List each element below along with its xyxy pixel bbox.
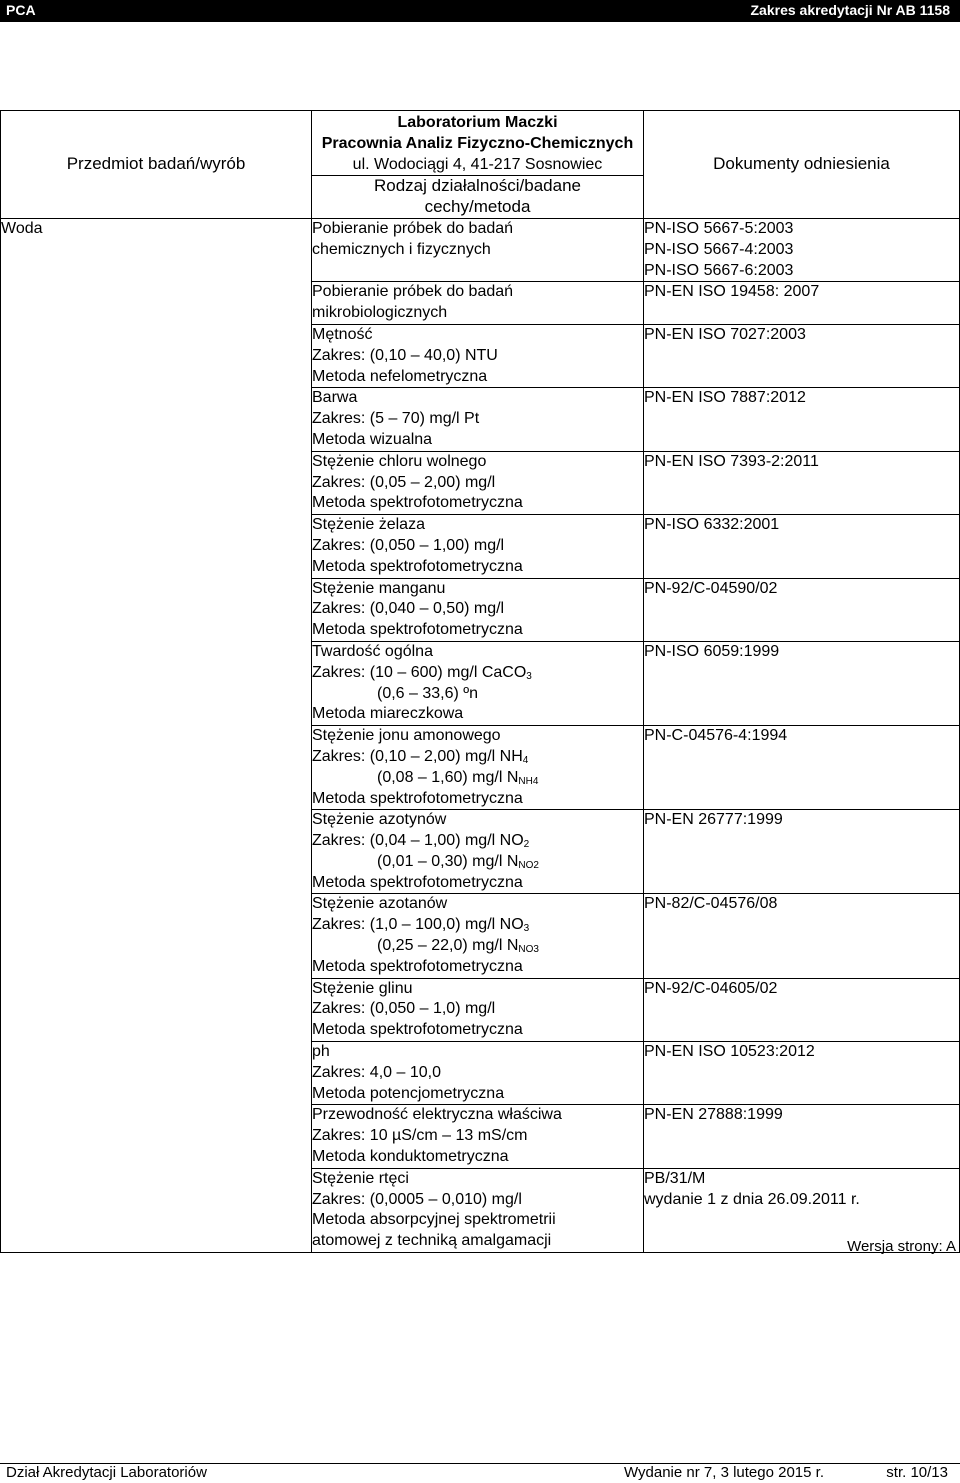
activity-cell [312, 726, 644, 810]
activity-line-text: Zakres: (0,040 – 0,50) mg/l [312, 600, 505, 618]
activity-line-text: Twardość ogólna [312, 642, 433, 660]
activity-line-text: Zakres: (1,0 – 100,0) mg/l NO [312, 916, 524, 934]
standards-cell [644, 388, 960, 451]
activity-cell [312, 578, 644, 641]
activity-line-text: chemicznych i fizycznych [312, 240, 491, 258]
activity-line [312, 979, 643, 1000]
activity-cell [312, 218, 644, 281]
activity-line-text: Przewodność elektryczna właściwa [312, 1106, 562, 1124]
activity-line [312, 957, 643, 978]
activity-line [312, 579, 643, 600]
activity-line-text: Zakres: (0,10 – 2,00) mg/l NH [312, 747, 523, 765]
activity-line [312, 789, 643, 810]
subject-column-header: Przedmiot badań/wyrób [1, 111, 312, 219]
activity-line-text: Zakres: (5 – 70) mg/l Pt [312, 410, 480, 428]
activity-line [312, 367, 643, 388]
activity-line-text: Metoda konduktometryczna [312, 1148, 509, 1166]
activity-line-text: Mętność [312, 325, 373, 343]
standards-cell [644, 894, 960, 978]
lab-name: Laboratorium Maczki [397, 114, 558, 131]
activity-line [312, 726, 643, 747]
activity-line [312, 219, 643, 240]
activity-line-text: (0,25 – 22,0) mg/l N [377, 937, 519, 955]
activity-line [312, 1210, 643, 1231]
page-footer [0, 1463, 960, 1483]
activity-line-text: (0,01 – 0,30) mg/l N [377, 852, 519, 870]
activity-cell [312, 810, 644, 894]
activity-line [312, 1063, 643, 1084]
chemical-subscript: 3 [523, 923, 530, 935]
documents-column-header: Dokumenty odniesienia [644, 111, 960, 219]
activity-line-text: Metoda miareczkowa [312, 705, 464, 723]
standards-cell [644, 810, 960, 894]
footer-edition: Wydanie nr 7, 3 lutego 2015 r. [624, 1464, 824, 1481]
chemical-subscript: NO3 [518, 944, 539, 956]
activity-line [312, 852, 643, 873]
standard-reference: wydanie 1 z dnia 26.09.2011 r. [644, 1190, 860, 1208]
activity-line [312, 240, 643, 261]
activity-line-text: Stężenie chloru wolnego [312, 452, 487, 470]
activity-line [312, 515, 643, 536]
standards-cell [644, 324, 960, 387]
activity-line-text: Pobieranie próbek do badań [312, 219, 514, 237]
activity-line [312, 1020, 643, 1041]
page-version: Wersja strony: A [847, 1238, 956, 1255]
activity-line [312, 493, 643, 514]
activity-line-text: Zakres: (0,10 – 40,0) NTU [312, 346, 498, 364]
standard-reference: PN-EN ISO 10523:2012 [644, 1043, 815, 1061]
standards-cell [644, 1105, 960, 1168]
activity-line [312, 430, 643, 451]
activity-cell [312, 894, 644, 978]
activity-line [312, 1105, 643, 1126]
standards-cell [644, 641, 960, 725]
activity-line-text: Zakres: (0,05 – 2,00) mg/l [312, 473, 496, 491]
activity-line [312, 452, 643, 473]
standards-cell [644, 515, 960, 578]
activity-cell [312, 451, 644, 514]
activity-line-text: Metoda wizualna [312, 430, 433, 448]
activity-line [312, 325, 643, 346]
activity-cell [312, 1105, 644, 1168]
activity-line-text: Stężenie żelaza [312, 516, 425, 534]
chemical-subscript: NO2 [518, 859, 539, 871]
activity-line-text: Metoda spektrofotometryczna [312, 873, 523, 891]
activity-line-text: Zakres: 4,0 – 10,0 [312, 1063, 441, 1081]
activity-line [312, 704, 643, 725]
activity-line [312, 936, 643, 957]
activity-cell [312, 388, 644, 451]
activity-line [312, 663, 643, 684]
activity-line [312, 282, 643, 303]
activity-line-text: Zakres: 10 µS/cm – 13 mS/cm [312, 1127, 528, 1145]
activity-line-text: Stężenie azotanów [312, 895, 448, 913]
activity-line [312, 915, 643, 936]
activity-cell [312, 515, 644, 578]
standard-reference: PN-ISO 5667-6:2003 [644, 261, 794, 279]
standard-reference: PN-EN ISO 7393-2:2011 [644, 452, 819, 470]
footer-page-number: str. 10/13 [886, 1464, 948, 1481]
lab-info-cell [312, 111, 644, 176]
activity-line [312, 409, 643, 430]
standard-reference: PN-C-04576-4:1994 [644, 727, 788, 745]
standards-cell [644, 282, 960, 325]
standards-cell [644, 726, 960, 810]
activity-column-header [312, 176, 644, 219]
activity-line-text: Stężenie azotynów [312, 811, 447, 829]
standard-reference: PN-92/C-04590/02 [644, 579, 778, 597]
scope-table [0, 110, 960, 1253]
activity-cell [312, 641, 644, 725]
activity-line-text: Stężenie glinu [312, 979, 413, 997]
standard-reference: PN-92/C-04605/02 [644, 979, 778, 997]
activity-line [312, 557, 643, 578]
activity-line [312, 1042, 643, 1063]
activity-line-text: Zakres: (0,050 – 1,0) mg/l [312, 1000, 496, 1018]
activity-line-text: Metoda spektrofotometryczna [312, 957, 523, 975]
org-abbrev: PCA [6, 2, 36, 18]
activity-line-text: Pobieranie próbek do badań [312, 283, 514, 301]
activity-line-text: atomowej z techniką amalgamacji [312, 1232, 552, 1250]
activity-line [312, 999, 643, 1020]
activity-line-text: Stężenie manganu [312, 579, 446, 597]
activity-cell [312, 282, 644, 325]
standard-reference: PN-ISO 5667-5:2003 [644, 219, 794, 237]
activity-cell [312, 978, 644, 1041]
chemical-subscript: 3 [526, 670, 532, 682]
activity-line-text: Metoda spektrofotometryczna [312, 494, 523, 512]
accreditation-number: Zakres akredytacji Nr AB 1158 [750, 2, 950, 18]
activity-cell [312, 324, 644, 387]
activity-line [312, 1169, 643, 1190]
standard-reference: PN-82/C-04576/08 [644, 895, 778, 913]
standards-cell [644, 451, 960, 514]
standard-reference: PN-EN 27888:1999 [644, 1106, 783, 1124]
standards-cell [644, 578, 960, 641]
lab-address: ul. Wodociągi 4, 41-217 Sosnowiec [352, 155, 603, 173]
activity-line-text: Metoda spektrofotometryczna [312, 557, 523, 575]
activity-line [312, 1231, 643, 1252]
standards-cell [644, 218, 960, 281]
activity-line-text: Zakres: (0,050 – 1,00) mg/l [312, 536, 505, 554]
activity-cell [312, 1168, 644, 1252]
activity-line-text: Zakres: (0,04 – 1,00) mg/l NO [312, 832, 524, 850]
activity-line [312, 894, 643, 915]
activity-line [312, 873, 643, 894]
activity-line [312, 1147, 643, 1168]
activity-line-text: Stężenie rtęci [312, 1169, 409, 1187]
standard-reference: PN-EN ISO 7027:2003 [644, 325, 806, 343]
chemical-subscript: NH4 [518, 775, 539, 787]
activity-line-text: (0,08 – 1,60) mg/l N [377, 768, 519, 786]
activity-line [312, 831, 643, 852]
activity-line [312, 620, 643, 641]
footer-department: Dział Akredytacji Laboratoriów [6, 1464, 207, 1481]
activity-line-text: Metoda spektrofotometryczna [312, 789, 523, 807]
standard-reference: PN-EN ISO 7887:2012 [644, 389, 806, 407]
activity-line [312, 473, 643, 494]
standards-cell [644, 1042, 960, 1105]
activity-line-text: ph [312, 1043, 330, 1061]
scope-row [1, 218, 960, 281]
activity-line [312, 1084, 643, 1105]
activity-line-text: Metoda potencjometryczna [312, 1084, 505, 1102]
activity-line [312, 747, 643, 768]
activity-line [312, 303, 643, 324]
activity-line-text: Stężenie jonu amonowego [312, 727, 501, 745]
standard-reference: PN-ISO 5667-4:2003 [644, 240, 794, 258]
activity-line-text: Metoda nefelometryczna [312, 367, 488, 385]
subject-cell: Woda [1, 218, 312, 1252]
standards-cell [644, 978, 960, 1041]
activity-line-text: Barwa [312, 389, 358, 407]
standard-reference: PB/31/M [644, 1169, 706, 1187]
activity-cell [312, 1042, 644, 1105]
activity-line-text: Zakres: (10 – 600) mg/l CaCO [312, 663, 527, 681]
activity-line [312, 810, 643, 831]
activity-line [312, 346, 643, 367]
activity-line [312, 599, 643, 620]
lab-header-row [1, 111, 960, 176]
activity-header-line-1: Rodzaj działalności/badane [374, 176, 581, 196]
activity-line-text: mikrobiologicznych [312, 304, 448, 322]
activity-line-text: (0,6 – 33,6) ºn [377, 684, 479, 702]
standard-reference: PN-EN ISO 19458: 2007 [644, 283, 820, 301]
standard-reference: PN-ISO 6332:2001 [644, 516, 780, 534]
page-header [0, 0, 960, 22]
activity-line [312, 1190, 643, 1211]
activity-line-text: Metoda spektrofotometryczna [312, 621, 523, 639]
activity-line [312, 536, 643, 557]
standard-reference: PN-EN 26777:1999 [644, 811, 783, 829]
activity-line [312, 768, 643, 789]
chemical-subscript: 2 [523, 839, 530, 851]
activity-line-text: Metoda spektrofotometryczna [312, 1021, 523, 1039]
lab-unit: Pracownia Analiz Fizyczno-Chemicznych [321, 134, 634, 152]
activity-line [312, 1126, 643, 1147]
activity-line [312, 388, 643, 409]
activity-line [312, 684, 643, 705]
activity-line [312, 642, 643, 663]
activity-header-line-2: cechy/metoda [424, 197, 531, 217]
chemical-subscript: 4 [522, 754, 529, 766]
activity-line-text: Metoda absorpcyjnej spektrometrii [312, 1211, 556, 1229]
standard-reference: PN-ISO 6059:1999 [644, 642, 780, 660]
activity-line-text: Zakres: (0,0005 – 0,010) mg/l [312, 1190, 522, 1208]
